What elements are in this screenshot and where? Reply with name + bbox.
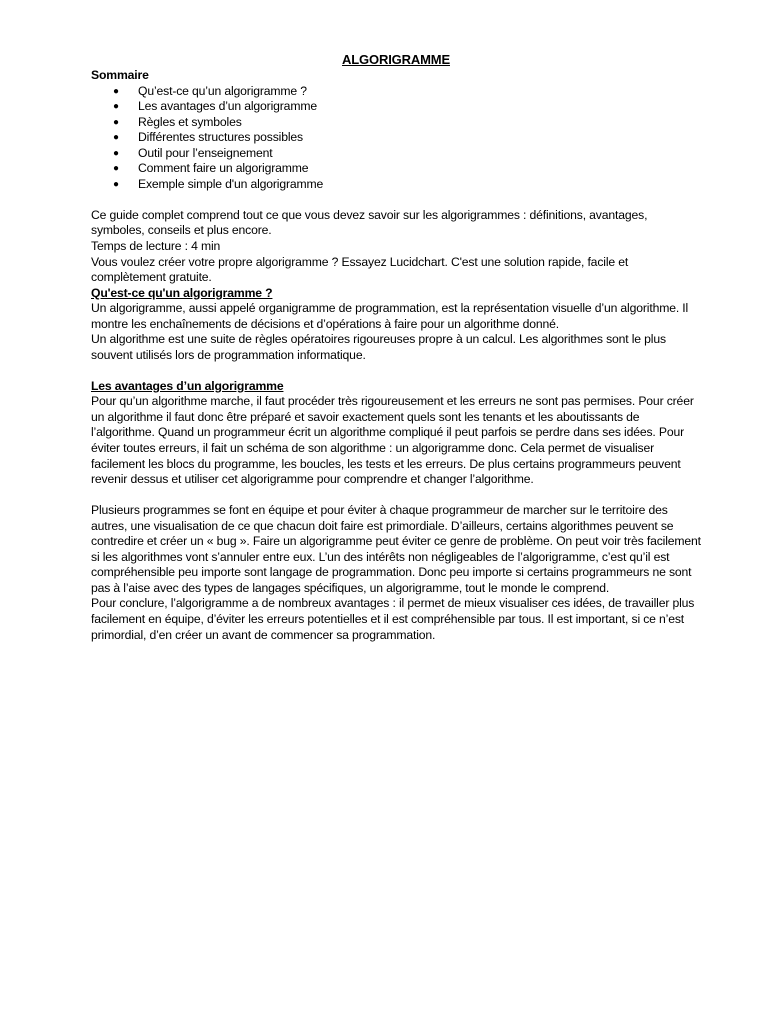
intro-paragraph: Ce guide complet comprend tout ce que vous devez savoir sur les algorigrammes : définitions, avantages, symboles, conseils et plus encore. — [91, 207, 648, 238]
section1-paragraph: Un algorigramme, aussi appelé organigramme de programmation, est la représentation visuelle d’un algorithme. Il montre les enchaînements de décisions et d’opérations à faire pour un algorithme donné. — [91, 301, 689, 331]
toc-item-label: Différentes structures possibles — [138, 130, 303, 145]
section-heading-advantages: Les avantages d’un algorigramme — [91, 378, 284, 393]
toc-item[interactable] — [91, 115, 701, 131]
section-heading-what-is: Qu'est-ce qu'un algorigramme ? — [91, 285, 273, 300]
toc-item[interactable] — [91, 146, 701, 162]
toc-item-label: Exemple simple d'un algorigramme — [138, 176, 324, 191]
spacer — [91, 488, 701, 504]
toc-item[interactable] — [91, 130, 701, 146]
intro-cta: Vous voulez créer votre propre algorigramme ? Essayez Lucidchart. C'est une solution rapide, facile et complètement gratuite. — [91, 254, 629, 285]
toc-item[interactable] — [91, 99, 701, 115]
bullet-icon: ● — [113, 178, 119, 190]
toc-item-label: Comment faire un algorigramme — [138, 161, 309, 176]
toc-item-label: Outil pour l’enseignement — [138, 145, 273, 160]
toc-item[interactable] — [91, 177, 701, 193]
bullet-icon: ● — [113, 163, 119, 175]
toc-item-label: Les avantages d’un algorigramme — [138, 99, 317, 114]
reading-time: Temps de lecture : 4 min — [91, 238, 221, 253]
section2-paragraph: Pour qu’un algorithme marche, il faut procéder très rigoureusement et les erreurs ne sont pas permises. Pour créer un algorithme il faut donc être préparé et savoir exactement quels sont les tenants et les aboutissants de l’algorithme. Quand un programmeur écrit un algorithme compliqué il peut parfois se perdre dans ses idées. Pour éviter toutes erreurs, il fait un schéma de son algorithme : un algorigramme donc. Cela permet de visualiser facilement les blocs du programme, les boucles, les tests et les erreurs. De plus certains programmeurs peuvent revenir dessus et utiliser cet algorigramme pour comprendre et changer l’algorithme. — [91, 394, 694, 487]
bullet-icon: ● — [113, 147, 119, 159]
toc-item[interactable] — [91, 161, 701, 177]
toc-item-label: Règles et symboles — [138, 114, 242, 129]
document-title: ALGORIGRAMME — [342, 52, 450, 67]
spacer — [91, 363, 701, 379]
document-page — [91, 51, 701, 643]
toc-item[interactable] — [91, 84, 701, 100]
toc-heading: Sommaire — [91, 68, 149, 82]
bullet-icon: ● — [113, 132, 119, 144]
section2-paragraph: Pour conclure, l’algorigramme a de nombreux avantages : il permet de mieux visualiser ces idées, de travailler plus facilement en équipe, d’éviter les erreurs potentielles et il est compréhensible par tous. Il est important, si ce n’est primordial, d’en créer un avant de commencer sa programmation. — [91, 596, 695, 642]
section2-paragraph: Plusieurs programmes se font en équipe et pour éviter à chaque programmeur de marcher sur le territoire des autres, une visualisation de ce que chacun doit faire est primordiale. D’ailleurs, certains algorithmes peuvent se contredire et créer un « bug ». Faire un algorigramme peut éviter ce genre de problème. On peut voir très facilement si les algorithmes vont s’annuler entre eux. L’un des intérêts non négligeables de l’algorigramme, c’est qu’il est compréhensible peu importe sont langage de programmation. Donc peu importe si certains programmeurs ne sont pas à l’aise avec des types de langages spécifiques, un algorigramme, tout le monde le comprend. — [91, 503, 701, 595]
bullet-icon: ● — [113, 85, 119, 97]
spacer — [91, 192, 701, 208]
toc-item-label: Qu’est-ce qu’un algorigramme ? — [138, 83, 307, 98]
bullet-icon: ● — [113, 101, 119, 113]
bullet-icon: ● — [113, 116, 119, 128]
section1-paragraph: Un algorithme est une suite de règles opératoires rigoureuses propre à un calcul. Les algorithmes sont le plus souvent utilisés lors de programmation informatique. — [91, 332, 666, 362]
table-of-contents — [91, 84, 701, 193]
